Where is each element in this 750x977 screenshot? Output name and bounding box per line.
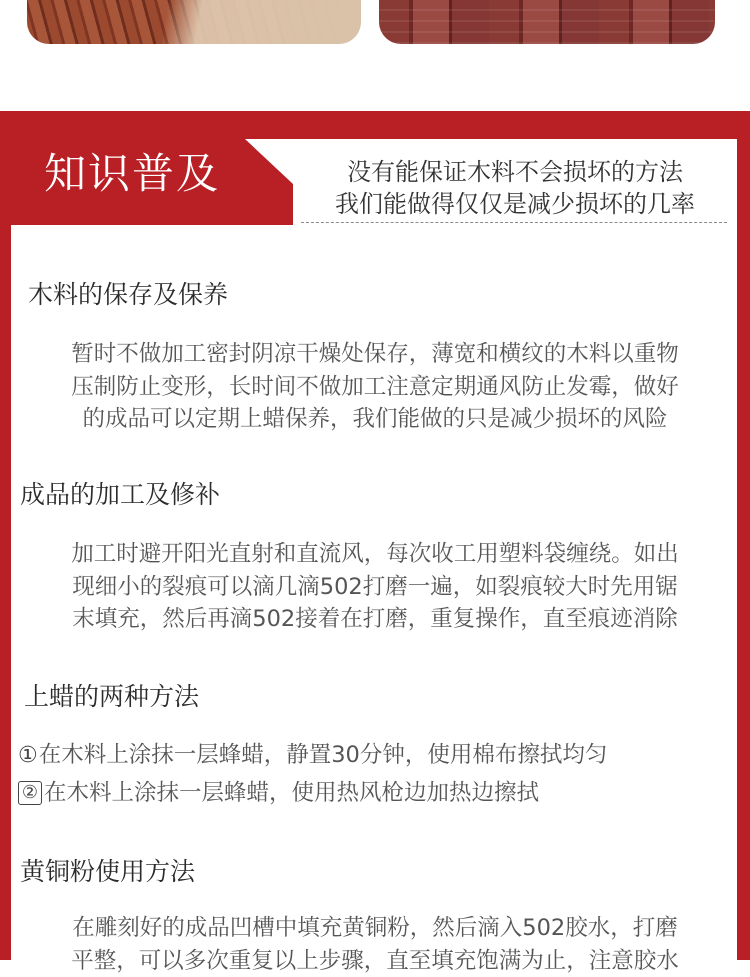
list-item [18,739,607,772]
text-line: 现细小的裂痕可以滴几滴502打磨一遍，如裂痕较大时先用锯 [18,571,732,604]
number-marker-2: ② [18,781,42,805]
subtitle-divider [301,222,727,223]
text-line: 暂时不做加工密封阴凉干燥处保存，薄宽和横纹的木料以重物 [18,338,732,371]
subtitle-line-1: 没有能保证木料不会损坏的方法 [300,156,730,188]
wood-photo-right [379,0,715,44]
text-line: 末填充，然后再滴502接着在打磨，重复操作，直至痕迹消除 [18,603,732,636]
text-line: 的成品可以定期上蜡保养，我们能做的只是减少损坏的风险 [18,403,732,436]
list-item-text: 在木料上涂抹一层蜂蜡，使用热风枪边加热边擦拭 [44,780,539,806]
section-title: 知识普及 [44,148,220,200]
text-line: 加工时避开阳光直射和直流风，每次收工用塑料袋缠绕。如出 [18,538,732,571]
text-line: 压制防止变形，长时间不做加工注意定期通风防止发霉，做好 [18,371,732,404]
heading-storage: 木料的保存及保养 [28,279,228,311]
heading-waxing: 上蜡的两种方法 [24,681,199,713]
list-item-text: 在木料上涂抹一层蜂蜡，静置30分钟，使用棉布擦拭均匀 [39,742,608,768]
subtitle-line-2: 我们能做得仅仅是减少损坏的几率 [300,188,730,220]
text-line: 平整，可以多次重复以上步骤，直至填充饱满为止，注意胶水 [18,945,732,977]
text-line: 在雕刻好的成品凹槽中填充黄铜粉，然后滴入502胶水，打磨 [18,912,732,945]
heading-brass-powder: 黄铜粉使用方法 [20,856,195,888]
wood-photo-left [27,0,361,44]
number-marker-1: ① [18,740,38,772]
paragraph-processing [18,538,732,636]
list-item [18,777,539,809]
paragraph-brass-powder [18,912,732,977]
heading-processing: 成品的加工及修补 [20,479,220,511]
paragraph-storage [18,338,732,436]
subtitle [300,156,730,220]
